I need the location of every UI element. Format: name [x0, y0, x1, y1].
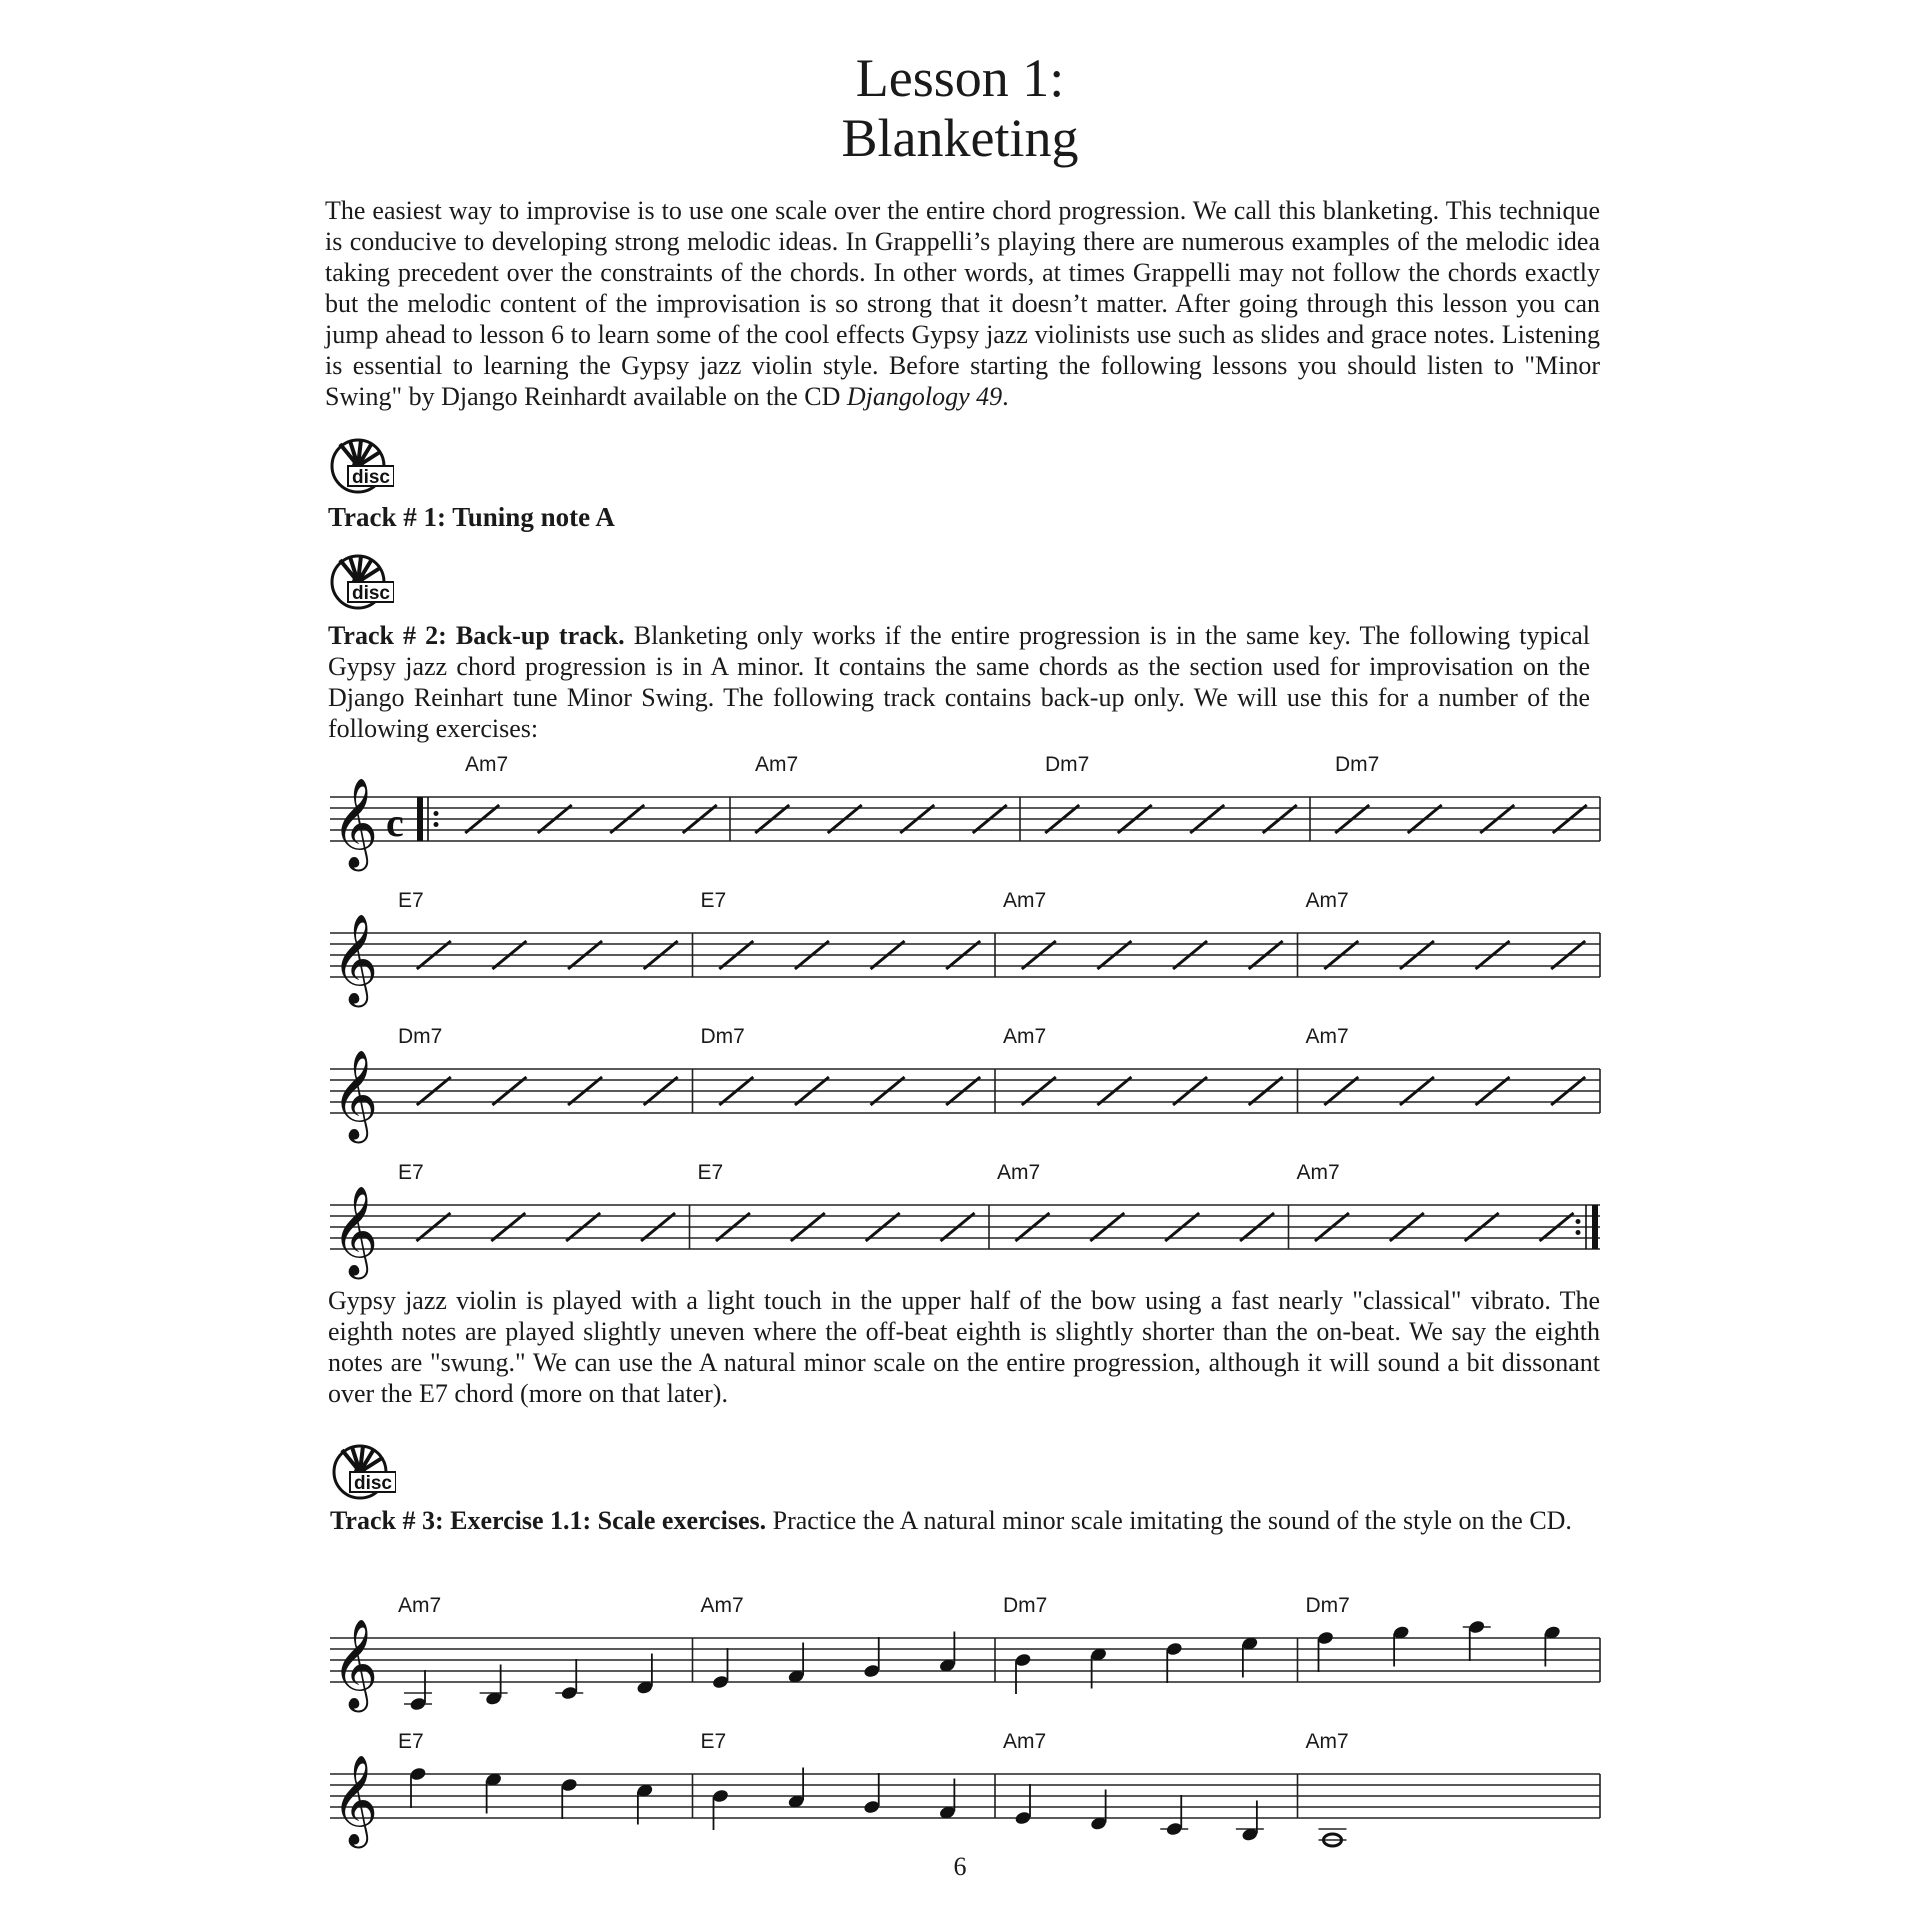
svg-text:disc: disc [353, 1473, 393, 1494]
cd-title: Djangology 49 [846, 382, 1003, 411]
chord-symbol: Am7 [700, 1594, 744, 1617]
chord-symbol: Am7 [1003, 1730, 1047, 1753]
scale-staff [330, 1594, 1600, 1713]
chord-symbol: Dm7 [398, 1025, 443, 1048]
treble-clef: 𝄞 [332, 1186, 379, 1276]
treble-clef: 𝄞 [332, 1050, 379, 1140]
intro-paragraph: The easiest way to improvise is to use one scale over the entire chord progression. We call this blanketing. This technique is conducive to developing strong melodic ideas. In Grappelli’s playing there are numerous examples of the melodic idea taking precedent over the constraints of the chords. In other words, at times Grappelli may not follow the chords exactly but the melodic content of the improvisation is so strong that it doesn’t matter. After going through this lesson you can jump ahead to lesson 6 to learn some of the cool effects Gypsy jazz violinists use such as slides and grace notes. Listening is essential to learning the Gypsy jazz violin style. Before starting the following lessons you should listen to "Minor Swing" by Django Reinhardt available on the CD Djangology 49. [325, 196, 1600, 411]
backup-staff [330, 889, 1600, 1008]
track-1-label: Track # 1: Tuning note A [328, 502, 615, 532]
chord-symbol: Am7 [997, 1161, 1041, 1184]
lesson-title: Blanketing [841, 108, 1079, 168]
chord-symbol: Am7 [465, 753, 509, 776]
track-3-label: Track # 3: Exercise 1.1: Scale exercises. [330, 1506, 767, 1535]
treble-clef: 𝄞 [332, 778, 379, 868]
backup-staff [330, 753, 1600, 872]
chord-symbol: Am7 [1305, 889, 1349, 912]
scale-staff [330, 1730, 1600, 1849]
chord-symbol: Am7 [1003, 889, 1047, 912]
chord-symbol: E7 [700, 1730, 727, 1753]
treble-clef: 𝄞 [332, 914, 379, 1004]
track-3-paragraph: Track # 3: Exercise 1.1: Scale exercises. Practice the A natural minor scale imitating the sound of the style on the CD. [330, 1506, 1572, 1535]
svg-text:disc: disc [351, 467, 391, 488]
swing-paragraph: Gypsy jazz violin is played with a light touch in the upper half of the bow using a fast nearly "classical" vibrato. The eighth notes are played slightly uneven where the off-beat eighth is slightly shorter than the on-beat. We say the eighth notes are "swung." We can use the A natural minor scale on the entire progression, although it will sound a bit dissonant over the E7 chord (more on that later). [328, 1286, 1600, 1408]
svg-text:disc: disc [351, 583, 391, 604]
chord-symbol: Am7 [1003, 1025, 1047, 1048]
chord-symbol: E7 [398, 889, 424, 912]
repeat-dot [434, 822, 439, 827]
chord-symbol: E7 [700, 889, 727, 912]
lesson-number-title: Lesson 1: [855, 48, 1065, 108]
chord-symbol: Dm7 [1335, 753, 1380, 776]
chord-symbol: E7 [398, 1161, 424, 1184]
common-time-signature: c [386, 800, 404, 845]
chord-symbol: Am7 [1296, 1161, 1340, 1184]
page-number: 6 [953, 1852, 967, 1881]
chord-symbol: Dm7 [700, 1025, 745, 1048]
repeat-dot [434, 811, 439, 816]
chord-symbol: Am7 [398, 1594, 442, 1617]
backup-staff [330, 1025, 1600, 1144]
chord-symbol: Am7 [1305, 1025, 1349, 1048]
chord-symbol: Dm7 [1045, 753, 1090, 776]
repeat-dot [1576, 1219, 1581, 1224]
repeat-dot [1576, 1230, 1581, 1235]
chord-symbol: E7 [398, 1730, 424, 1753]
track-2-paragraph: Track # 2: Back-up track. Blanketing only works if the entire progression is in the same key. The following typical Gypsy jazz chord progression is in A minor. It contains the same chords as the section used for improvisation on the Django Reinhart tune Minor Swing. The following track contains back-up only. We will use this for a number of the following exercises: [328, 621, 1590, 743]
chord-symbol: Am7 [755, 753, 799, 776]
treble-clef: 𝄞 [332, 1755, 379, 1845]
backup-staff [330, 1161, 1600, 1280]
chord-symbol: Am7 [1305, 1730, 1349, 1753]
chord-symbol: Dm7 [1003, 1594, 1048, 1617]
treble-clef: 𝄞 [332, 1619, 379, 1709]
track-2-label: Track # 2: Back-up track. [328, 621, 625, 650]
chord-symbol: E7 [697, 1161, 724, 1184]
chord-symbol: Dm7 [1305, 1594, 1350, 1617]
